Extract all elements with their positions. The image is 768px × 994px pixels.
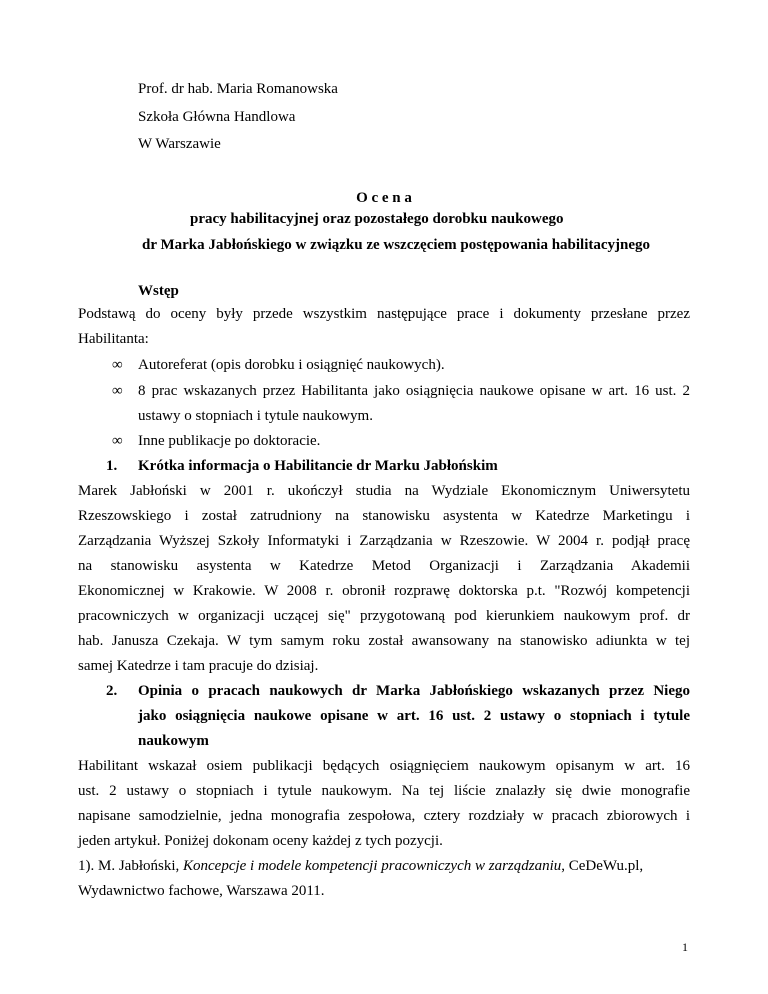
section-2-line: ust. 2 ustawy o stopniach i tytule naukowym. Na tej liście znalazły się dwie monografie (78, 783, 690, 799)
section-1-line: Rzeszowskiego i został zatrudniony na stanowisku asystenta w Katedrze Marketingu i (78, 508, 690, 524)
title-line-2: dr Marka Jabłońskiego w związku ze wszczęciem postępowania habilitacyjnego (142, 237, 651, 253)
bibliography-item-1-suffix: , CeDeWu.pl, (561, 858, 644, 874)
section-1-number: 1. (106, 458, 118, 474)
title-line-1: pracy habilitacyjnej oraz pozostałego dorobku naukowego (190, 211, 564, 227)
bullet-infinity-icon: ∞ (112, 357, 123, 373)
section-1-heading: Krótka informacja o Habilitancie dr Marku Jabłońskim (138, 458, 498, 474)
page-number: 1 (682, 940, 688, 954)
author-city: W Warszawie (138, 136, 221, 152)
author-institution: Szkoła Główna Handlowa (138, 109, 296, 125)
bibliography-item-1 (78, 857, 643, 875)
section-1-line: Zarządzania Wyższej Szkoły Informatyki i Zarządzania w Rzeszowie. W 2004 r. podjął pracę (78, 533, 690, 549)
intro-heading: Wstęp (138, 283, 179, 299)
section-2-line: jeden artykuł. Poniżej dokonam oceny każdej z tych pozycji. (78, 833, 443, 849)
intro-paragraph-line: Podstawą do oceny były przede wszystkim następujące prace i dokumenty przesłane przez (78, 306, 690, 322)
bullet-item: 8 prac wskazanych przez Habilitanta jako osiągnięcia naukowe opisane w art. 16 ust. 2 (138, 383, 690, 399)
section-2-heading-line: Opinia o pracach naukowych dr Marka Jabłońskiego wskazanych przez Niego (138, 683, 690, 699)
bibliography-item-1-prefix: 1). M. Jabłoński, (78, 858, 183, 874)
section-1-line: pracowniczych w organizacji uczącej się" przygotowaną pod kierunkiem naukowym prof. dr (78, 608, 690, 624)
section-1-line: na stanowisku asystenta w Katedrze Metod Organizacji i Zarządzania Akademii (78, 558, 690, 574)
bullet-item-continuation: ustawy o stopniach i tytule naukowym. (138, 408, 373, 424)
bullet-infinity-icon: ∞ (112, 383, 123, 399)
section-1-line: Ekonomicznej w Krakowie. W 2008 r. obronił rozprawę doktorska p.t. "Rozwój kompetencji (78, 583, 690, 599)
document-title: O c e n a (356, 190, 412, 206)
bullet-item: Inne publikacje po doktoracie. (138, 433, 321, 449)
section-1-line: Marek Jabłoński w 2001 r. ukończył studia na Wydziale Ekonomicznym Uniwersytetu (78, 483, 690, 499)
section-1-line: hab. Janusza Czekaja. W tym samym roku został awansowany na stanowisko adiunkta w tej (78, 633, 690, 649)
section-2-line: napisane samodzielnie, jedna monografia zespołowa, cztery rozdziały w pracach zbiorowych i (78, 808, 690, 824)
bullet-infinity-icon: ∞ (112, 433, 123, 449)
bibliography-item-1-line-2: Wydawnictwo fachowe, Warszawa 2011. (78, 883, 325, 899)
author-name: Prof. dr hab. Maria Romanowska (138, 81, 338, 97)
section-1-line: samej Katedrze i tam pracuje do dzisiaj. (78, 658, 319, 674)
section-2-line: Habilitant wskazał osiem publikacji będących osiągnięciem naukowym opisanym w art. 16 (78, 758, 690, 774)
section-2-heading-line: jako osiągnięcia naukowe opisane w art. 16 ust. 2 ustawy o stopniach i tytule (138, 708, 690, 724)
section-2-heading-line: naukowym (138, 733, 209, 749)
section-2-number: 2. (106, 683, 118, 699)
intro-paragraph-line: Habilitanta: (78, 331, 149, 347)
bullet-item: Autoreferat (opis dorobku i osiągnięć naukowych). (138, 357, 445, 373)
bibliography-item-1-title: Koncepcje i modele kompetencji pracowniczych w zarządzaniu (183, 858, 562, 874)
